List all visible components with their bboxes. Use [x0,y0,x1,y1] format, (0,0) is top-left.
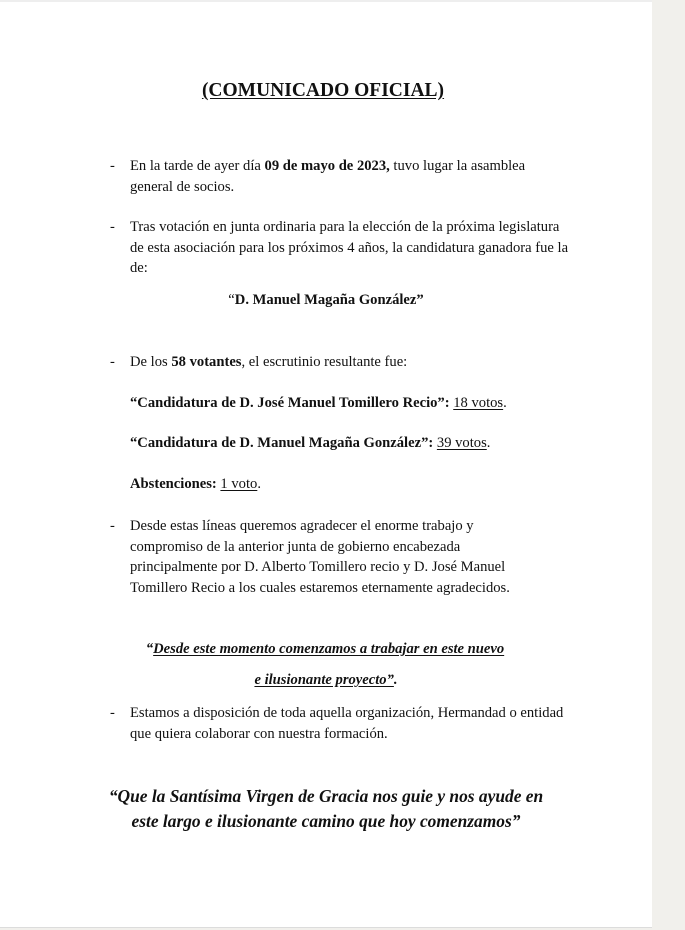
paragraph-asamblea [130,156,570,197]
paragraph-agradecimiento: Desde estas líneas queremos agradecer el enorme trabajo y compromiso de la anterior junta de gobierno encabezada principalmente por D. Alberto Tomillero recio y D. José Manuel Tomillero Recio a los cuales estaremos eternamente agradecidos. [130,518,510,596]
quote-text-1: Desde este momento comenzamos a trabajar en este nuevo [153,641,505,657]
quote-text-2: e ilusionante proyecto” [254,672,394,688]
quote-open: “ [145,641,154,657]
result-end: . [257,476,261,492]
result-votes: 1 voto [220,476,258,492]
result-row [130,393,630,414]
asamblea-post: tuvo lugar la asamblea general de socios. [130,158,526,195]
bullet-dash: - [110,354,115,370]
result-end: . [503,395,507,411]
paragraph-disposicion: Estamos a disposición de toda aquella organización, Hermandad o entidad que quiera colaborar con nuestra formación. [130,705,564,742]
page-title: (COMUNICADO OFICIAL) [201,80,445,101]
quote-end: . [393,672,398,688]
result-row [130,474,630,495]
votantes-count: 58 votantes [171,354,242,370]
bullet-dash: - [110,158,115,174]
asamblea-date: 09 de mayo de 2023, [264,158,390,174]
result-label: “Candidatura de D. José Manuel Tomillero Recio”: [130,395,450,411]
paragraph-votacion: Tras votación en junta ordinaria para la elección de la próxima legislatura de esta asociación para los próximos 4 años, la candidatura ganadora fue la de: [130,219,569,276]
winner-open-quote: “ [228,292,235,308]
paragraph-escrutinio [130,352,570,373]
closing-line-1: “Que la Santísima Virgen de Gracia nos guie y nos ayude en [108,786,544,806]
escrutinio-post: , el escrutinio resultante fue: [241,354,408,370]
result-label: “Candidatura de D. Manuel Magaña González”: [130,435,434,451]
escrutinio-pre: De los [130,354,172,370]
bullet-dash: - [110,219,115,235]
result-end: . [486,435,491,451]
winner-name: D. Manuel Magaña González” [234,292,424,308]
closing-line-2: este largo e ilusionante camino que hoy comenzamos” [131,811,521,831]
winner-line [0,290,652,311]
result-label: Abstenciones: [130,476,217,492]
result-votes: 18 votos [453,395,504,411]
result-row [130,433,630,454]
quote-line-2 [0,670,652,691]
asamblea-pre: En la tarde de ayer día [130,158,265,174]
result-votes: 39 votos [436,435,487,451]
bullet-dash: - [110,705,115,721]
quote-line-1 [0,639,651,660]
bullet-dash: - [110,518,115,534]
closing-quote [0,784,652,834]
